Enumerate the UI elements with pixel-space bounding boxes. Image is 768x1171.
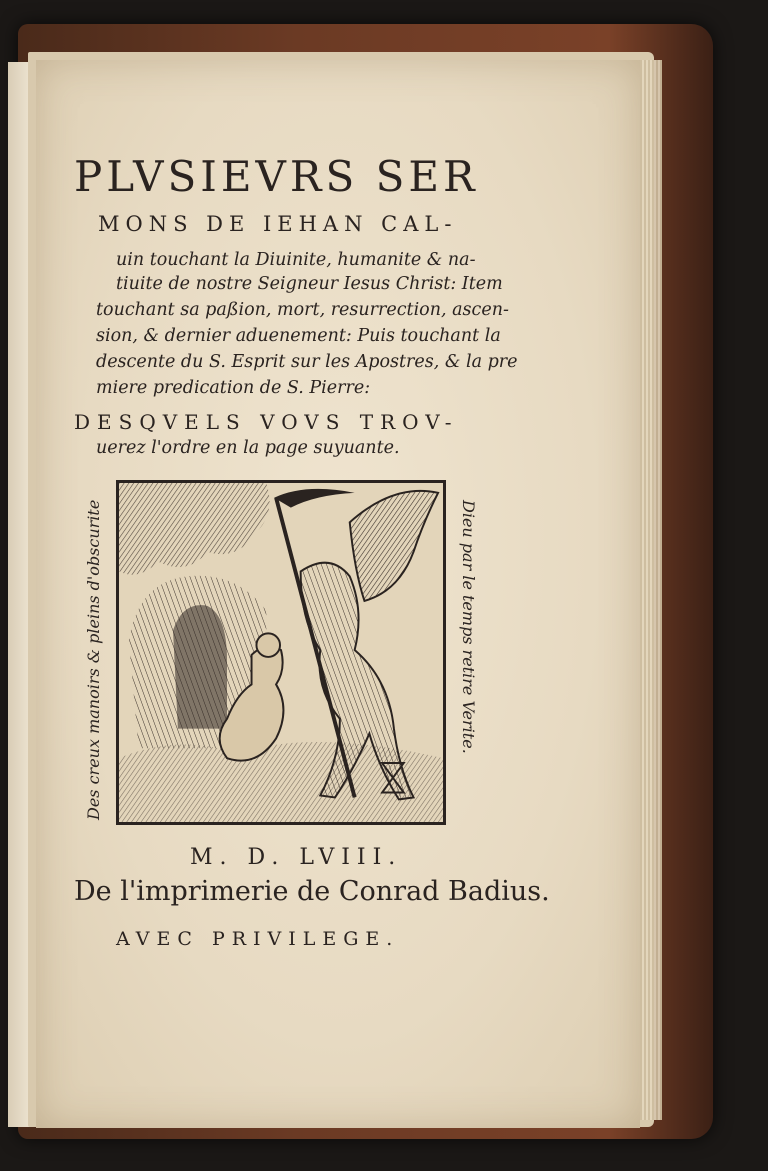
subtitle-line: touchant sa paßion, mort, resurrection, ascen- bbox=[96, 300, 509, 320]
subtitle-line: descente du S. Esprit sur les Apostres, & la pre bbox=[96, 352, 518, 372]
subtitle-line: sion, & dernier aduenement: Puis touchant la bbox=[96, 326, 501, 346]
page-edges bbox=[640, 60, 662, 1120]
imprint-privilege: AVEC PRIVILEGE. bbox=[116, 928, 400, 950]
subtitle-line: tiuite de nostre Seigneur Iesus Christ: Item bbox=[116, 274, 503, 294]
title-line-2: MONS DE IEHAN CAL- bbox=[98, 212, 458, 236]
title-line-1: PLVSIEVRS SER bbox=[74, 152, 479, 201]
cave-opening bbox=[173, 605, 227, 729]
woodcut-left-motto: Des creux manoirs & pleins d'obscurite bbox=[84, 499, 103, 820]
woodcut-illustration bbox=[116, 480, 446, 825]
woodcut-right-motto: Dieu par le temps retire Verite. bbox=[459, 500, 478, 754]
truth-head bbox=[256, 633, 280, 657]
subtitle-line: miere predication de S. Pierre: bbox=[96, 378, 371, 398]
imprint-printer: De l'imprimerie de Conrad Badius. bbox=[74, 876, 550, 907]
subtitle-line: uin touchant la Diuinite, humanite & na- bbox=[116, 250, 476, 270]
contents-italic-line: uerez l'ordre en la page suyuante. bbox=[96, 438, 400, 458]
woodcut-drawing bbox=[119, 483, 443, 822]
contents-caps-line: DESQVELS VOVS TROV- bbox=[74, 410, 459, 434]
imprint-date: M. D. LVIII. bbox=[190, 845, 403, 870]
